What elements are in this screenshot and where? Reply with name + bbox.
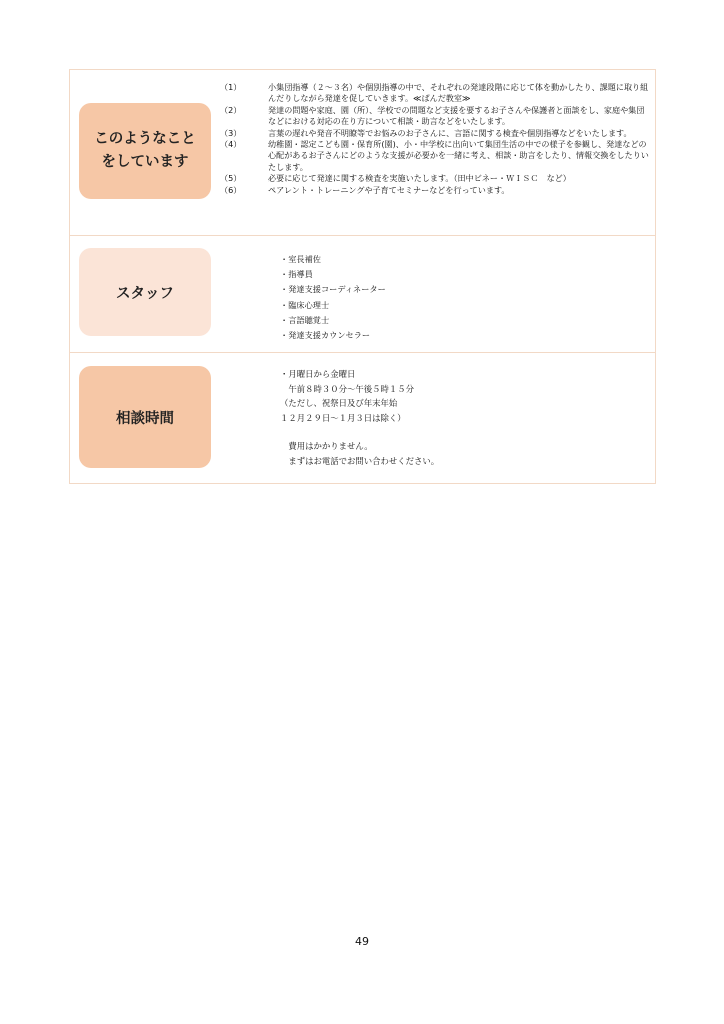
item-number: （3）	[220, 127, 242, 138]
list-item	[220, 173, 652, 184]
staff-label: スタッフ	[79, 248, 211, 336]
list-item	[220, 105, 652, 128]
item-number: （2）	[220, 104, 242, 115]
spacer	[280, 425, 439, 439]
item-text: 小集団指導（２～３名）や個別指導の中で、それぞれの発達段階に応じて体を動かしたり、課題に取り組んだりしながら発達を促していきます。≪ぱんだ教室≫	[268, 82, 649, 104]
list-item	[220, 185, 652, 196]
item-number: （1）	[220, 82, 242, 92]
list-item	[220, 128, 652, 139]
page-number: 49	[355, 935, 369, 948]
item-number: （6）	[220, 184, 242, 195]
staff-item: ・発達支援コーディネーター	[280, 284, 386, 295]
hours-text	[280, 367, 439, 468]
activities-label-line-2: をしています	[101, 154, 189, 170]
list-item	[220, 82, 652, 105]
item-text: 発達の問題や家庭、園（所）、学校での問題など支援を要するお子さんや保護者と面談をし、家庭や集団などにおける対応の在り方について相談・助言などをいたします。	[268, 104, 645, 127]
activities-label	[79, 103, 211, 199]
staff-list	[280, 252, 386, 343]
activities-list	[220, 82, 652, 196]
activities-label-line-1: このようなこと	[94, 131, 196, 147]
staff-item: ・言語聴覚士	[280, 314, 330, 325]
list-item	[220, 139, 652, 173]
hours-line: 午前８時３０分～午後５時１５分	[280, 383, 414, 394]
item-text: 幼稚園・認定こども園・保育所(園)、小・中学校に出向いて集団生活の中での様子を参観し、発達などの心配があるお子さんにどのような支援が必要かを一緒に考え、相談・助言をしたり、情報交換をしたりいたします。	[268, 139, 649, 172]
hours-line: （ただし、祝祭日及び年末年始	[280, 398, 398, 408]
hours-line: ・月曜日から金曜日	[280, 369, 356, 379]
activities-section	[70, 70, 655, 236]
hours-line: １２月２９日～１月３日は除く）	[280, 412, 406, 423]
fee-note: 費用はかかりません。	[280, 441, 373, 451]
staff-item: ・発達支援カウンセラー	[280, 330, 371, 341]
item-text: ペアレント・トレーニングや子育てセミナーなどを行っています。	[268, 184, 510, 195]
staff-item: ・室長補佐	[280, 254, 321, 264]
staff-section	[70, 236, 655, 353]
item-text: 言葉の遅れや発音不明瞭等でお悩みのお子さんに、言語に関する検査や個別指導などをいたします。	[268, 127, 632, 138]
item-text: 必要に応じて発達に関する検査を実施いたします。（田中ビネー・ＷＩＳＣ など）	[268, 173, 571, 184]
hours-label: 相談時間	[79, 366, 211, 468]
contact-note: まずはお電話でお問い合わせください。	[280, 455, 440, 466]
staff-item: ・指導員	[280, 269, 313, 280]
item-number: （4）	[220, 139, 242, 150]
item-number: （5）	[220, 173, 242, 184]
hours-section	[70, 353, 655, 484]
staff-item: ・臨床心理士	[280, 299, 330, 310]
info-table	[69, 69, 656, 484]
